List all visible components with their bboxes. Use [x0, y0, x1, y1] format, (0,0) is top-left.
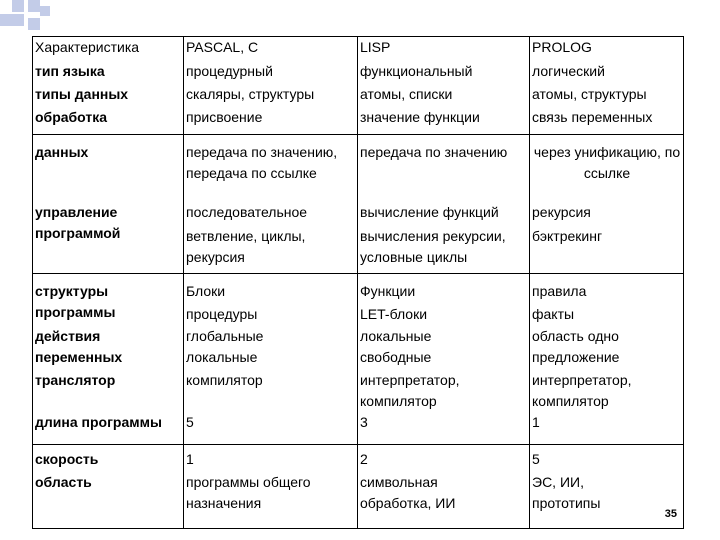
row-label-processing: обработка: [35, 109, 108, 125]
cell-var-scope-prolog: область одно предложение: [532, 328, 620, 365]
cell-lang-type-prolog: логический: [532, 63, 605, 79]
cell-structure-pascal-2: процедуры: [186, 306, 258, 322]
cell-structure-lisp-1: Функции: [360, 283, 416, 299]
header-pascal: PASCAL, C: [186, 39, 259, 55]
cell-translator-lisp: интерпретатор, компилятор: [360, 372, 460, 409]
cell-var-scope-pascal: глобальные локальные: [186, 328, 264, 365]
row-divider: [33, 444, 683, 445]
cell-control-prolog-2: бэктрекинг: [532, 228, 603, 244]
cell-area-lisp: символьная обработка, ИИ: [360, 474, 456, 511]
cell-speed-lisp: 2: [360, 451, 368, 467]
cell-control-prolog-1: рекурсия: [532, 204, 591, 220]
cell-control-pascal-1: последовательное: [186, 204, 308, 220]
row-label-lang-type: тип языка: [35, 63, 105, 79]
header-lisp: LISP: [360, 39, 391, 55]
row-label-translator: транслятор: [35, 372, 116, 388]
cell-data-prolog: через унификацию, по ссылке: [533, 144, 681, 181]
cell-area-prolog: ЭС, ИИ, прототипы: [532, 474, 601, 511]
corner-decoration: [0, 0, 60, 40]
cell-length-lisp: 3: [360, 414, 368, 430]
cell-data-types-pascal: скаляры, структуры: [186, 86, 315, 102]
column-divider: [529, 37, 530, 528]
cell-translator-prolog: интерпретатор, компилятор: [532, 372, 632, 409]
header-prolog: PROLOG: [532, 39, 592, 55]
cell-structure-lisp-2: LET-блоки: [360, 306, 428, 322]
cell-structure-pascal-1: Блоки: [186, 283, 226, 299]
row-label-var-scope: действия переменных: [35, 328, 123, 365]
column-divider: [357, 37, 358, 528]
cell-length-pascal: 5: [186, 414, 194, 430]
cell-speed-pascal: 1: [186, 451, 194, 467]
row-label-length: длина программы: [35, 414, 162, 430]
cell-data-types-lisp: атомы, списки: [360, 86, 453, 102]
cell-processing-pascal: присвоение: [186, 109, 263, 125]
cell-translator-pascal: компилятор: [186, 372, 263, 388]
cell-control-lisp-1: вычисление функций: [360, 204, 499, 220]
comparison-table: [32, 36, 684, 529]
cell-area-pascal: программы общего назначения: [186, 474, 311, 511]
row-label-area: область: [35, 474, 92, 490]
cell-structure-prolog-2: факты: [532, 306, 575, 322]
cell-length-prolog: 1: [532, 414, 540, 430]
row-label-control: управление программой: [35, 204, 121, 241]
row-label-data: данных: [35, 144, 89, 160]
cell-data-pascal: передача по значению, передача по ссылке: [186, 144, 338, 181]
cell-structure-prolog-1: правила: [532, 283, 587, 299]
cell-control-pascal-2: ветвление, циклы, рекурсия: [186, 228, 306, 265]
row-label-structure: структуры программы: [35, 283, 116, 320]
page-number: 35: [664, 508, 677, 520]
row-label-data-types: типы данных: [35, 86, 129, 102]
cell-data-lisp: передача по значению: [360, 144, 508, 160]
cell-lang-type-lisp: функциональный: [360, 63, 473, 79]
cell-processing-prolog: связь переменных: [532, 109, 653, 125]
row-divider: [33, 273, 683, 274]
cell-processing-lisp: значение функции: [360, 109, 480, 125]
column-divider: [183, 37, 184, 528]
cell-lang-type-pascal: процедурный: [186, 63, 273, 79]
cell-control-lisp-2: вычисления рекурсии, условные циклы: [360, 228, 506, 265]
cell-speed-prolog: 5: [532, 451, 540, 467]
row-divider: [33, 134, 683, 135]
cell-var-scope-lisp: локальные свободные: [360, 328, 432, 365]
row-label-speed: скорость: [35, 451, 99, 467]
header-characteristic: Характеристика: [35, 39, 140, 55]
cell-data-types-prolog: атомы, структуры: [532, 86, 647, 102]
